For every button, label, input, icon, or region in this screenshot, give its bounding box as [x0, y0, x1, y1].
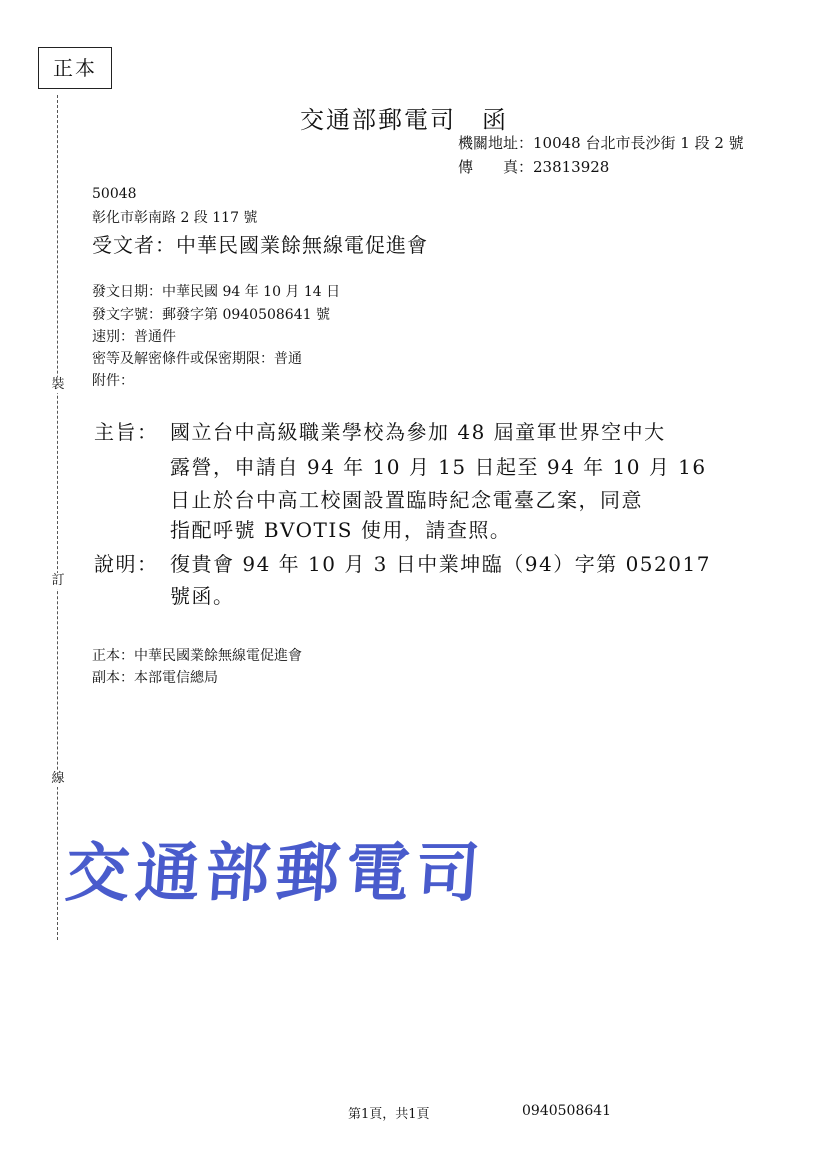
secrecy-level: 密等及解密條件或保密期限：普通 [92, 351, 302, 367]
page-info: 第1頁，共1頁 [348, 1107, 430, 1122]
binding-mark-xian: 線 [51, 771, 65, 786]
attachments: 附件： [92, 373, 134, 389]
original-copy-box: 正本 [38, 47, 112, 89]
issue-date: 發文日期：中華民國 94 年 10 月 14 日 [92, 284, 341, 300]
document-title: 交通部郵電司 函 [300, 106, 508, 134]
original-copy-recipient: 正本：中華民國業餘無線電促進會 [92, 648, 302, 664]
delivery-speed: 速別：普通件 [92, 329, 176, 345]
explanation-line: 號函。 [170, 584, 235, 608]
subject-line: 日止於台中高工校園設置臨時紀念電臺乙案，同意 [170, 488, 643, 512]
explanation-label: 說明： [94, 552, 159, 576]
recipient-name: 受文者：中華民國業餘無線電促進會 [92, 233, 428, 257]
binding-mark-zhuang: 裝 [51, 377, 65, 392]
recipient-address: 彰化市彰南路 2 段 117 號 [92, 210, 258, 226]
recipient-postal-code: 50048 [92, 186, 137, 202]
agency-fax: 傳 真：23813928 [458, 158, 610, 176]
carbon-copy-recipient: 副本：本部電信總局 [92, 670, 218, 686]
footer-doc-number: 0940508641 [522, 1103, 612, 1119]
subject-label: 主旨： [94, 420, 159, 444]
official-seal-stamp: 交通部郵電司 [62, 836, 489, 911]
subject-line: 露營，申請自 94 年 10 月 15 日起至 94 年 10 月 16 [170, 455, 707, 479]
binding-mark-ding: 訂 [51, 573, 65, 588]
issue-number: 發文字號：郵發字第 0940508641 號 [92, 307, 330, 323]
binding-line [57, 95, 58, 940]
subject-line: 指配呼號 BVOTIS 使用，請查照。 [170, 518, 512, 542]
agency-address: 機關地址：10048 台北市長沙街 1 段 2 號 [458, 134, 744, 152]
subject-line: 國立台中高級職業學校為參加 48 屆童軍世界空中大 [170, 420, 666, 444]
explanation-line: 復貴會 94 年 10 月 3 日中業坤臨（94）字第 052017 [170, 552, 711, 576]
